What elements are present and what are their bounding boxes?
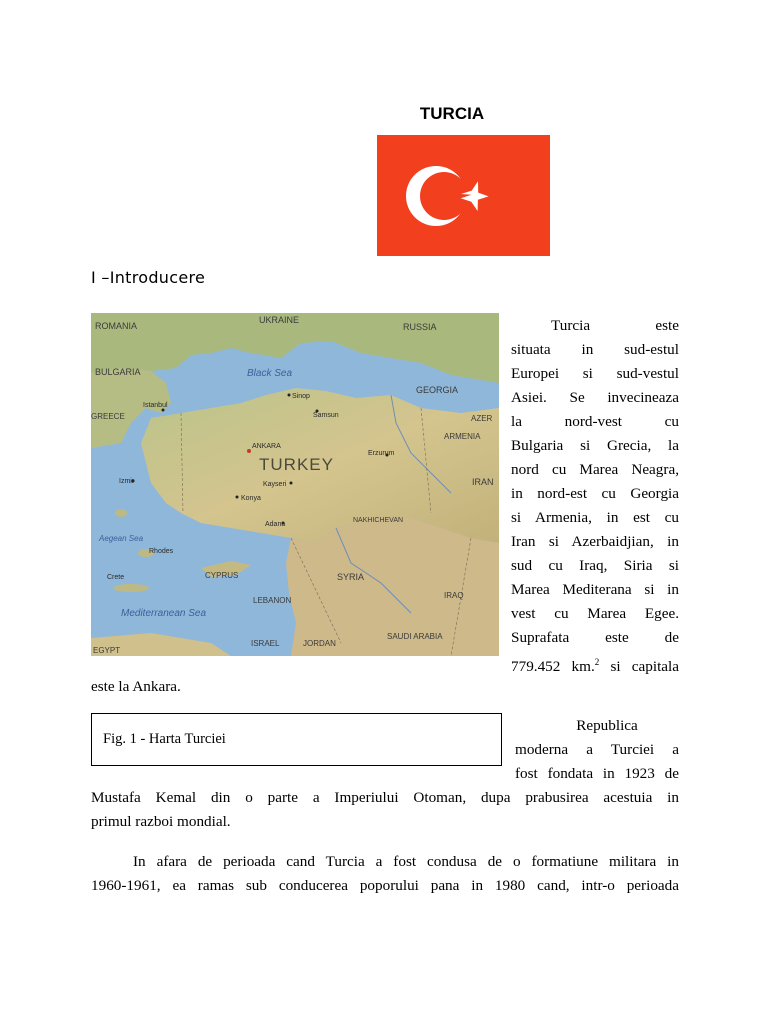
text-line: Mustafa Kemal din o parte a Imperiului Otoman, dupa prabusirea acestuia in (91, 789, 679, 806)
map-label-erzurum: Erzurum (368, 450, 395, 457)
text-line: sud cu Iraq, Siria si (511, 557, 679, 574)
intro-paragraph (511, 314, 679, 679)
map-label-lebanon: LEBANON (253, 596, 292, 605)
map-label-bulgaria: BULGARIA (95, 367, 141, 377)
text-line: primul razboi mondial. (91, 813, 231, 830)
map-label-iraq: IRAQ (444, 591, 464, 600)
text-line: Iran si Azerbaidjian, in (511, 533, 679, 550)
map-label-israel: ISRAEL (251, 639, 280, 648)
turkish-flag (377, 135, 550, 256)
map-label-istanbul: Istanbul (143, 402, 168, 409)
map-label-greece: GREECE (91, 412, 125, 421)
map-label-egypt: EGYPT (93, 646, 121, 655)
figure-caption: Fig. 1 - Harta Turciei (103, 731, 226, 747)
map-label-ankara: ANKARA (252, 443, 281, 450)
text-line: vest cu Marea Egee. (511, 605, 679, 622)
map-label-izmir: Izmir (119, 478, 135, 485)
military-paragraph (91, 850, 679, 898)
text-line-area (511, 650, 679, 679)
text-line: Asiei. Se invecineaza (511, 389, 679, 406)
text-line: la nord-vest cu (511, 413, 679, 430)
map-label-konya: Konya (241, 495, 261, 502)
map-label-iran: IRAN (472, 477, 494, 487)
text-line: Turcia este (551, 317, 679, 334)
map-label-mediterranean: Mediterranean Sea (121, 608, 207, 619)
text-line: Bulgaria si Grecia, la (511, 437, 679, 454)
figure-caption-box (91, 713, 502, 766)
map-label-nakhichevan: NAKHICHEVAN (353, 517, 404, 524)
page-title: TURCIA (419, 104, 485, 123)
map-label-kayseri: Kayseri (263, 481, 287, 488)
map-label-syria: SYRIA (337, 572, 365, 582)
text-line: nord cu Marea Neagra, (511, 461, 679, 478)
text-line: In afara de perioada cand Turcia a fost condusa de o formatiune militara in (133, 853, 679, 870)
map-label-georgia: GEORGIA (416, 385, 459, 395)
area-superscript: 2 (594, 657, 600, 667)
text-line: 1960-1961, ea ramas sub conducerea poporului pana in 1980 cand, intr-o perioada (91, 877, 679, 894)
map-label-armenia: ARMENIA (444, 432, 481, 441)
text-line: situata in sud-estul (511, 341, 679, 358)
map-label-rhodes: Rhodes (149, 548, 174, 555)
turkey-map (91, 313, 499, 656)
text-line: moderna a Turciei a (515, 741, 679, 758)
map-label-turkey: TURKEY (259, 455, 334, 474)
text-line: si Armenia, in est cu (511, 509, 679, 526)
text-line: Suprafata este de (511, 629, 679, 646)
text-line: Republica (576, 717, 638, 734)
map-label-azer: AZER (471, 414, 493, 423)
section-heading: I –Introducere (91, 268, 206, 287)
map-label-samsun: Samsun (313, 412, 339, 419)
map-label-saudi: SAUDI ARABIA (387, 632, 443, 641)
area-value: 779.452 km. (511, 658, 595, 676)
map-label-black-sea: Black Sea (247, 368, 293, 379)
intro-continuation: este la Ankara. (91, 678, 181, 695)
map-label-ukraine: UKRAINE (259, 315, 300, 325)
map-label-russia: RUSSIA (403, 322, 437, 332)
text-line: Europei si sud-vestul (511, 365, 679, 382)
text-line: Marea Mediterana si in (511, 581, 679, 598)
republic-paragraph-continued (91, 786, 679, 834)
map-label-crete: Crete (107, 574, 125, 581)
map-label-adana: Adana (265, 521, 286, 528)
map-label-jordan: JORDAN (303, 639, 336, 648)
republic-paragraph (515, 714, 679, 786)
map-label-cyprus: CYPRUS (205, 571, 239, 580)
map-label-aegean: Aegean Sea (99, 534, 144, 543)
map-label-sinop: Sinop (292, 393, 310, 400)
area-tail: si capitala (599, 658, 679, 676)
text-line: fost fondata in 1923 de (515, 765, 679, 782)
map-label-romania: ROMANIA (95, 321, 138, 331)
text-line: in nord-est cu Georgia (511, 485, 679, 502)
